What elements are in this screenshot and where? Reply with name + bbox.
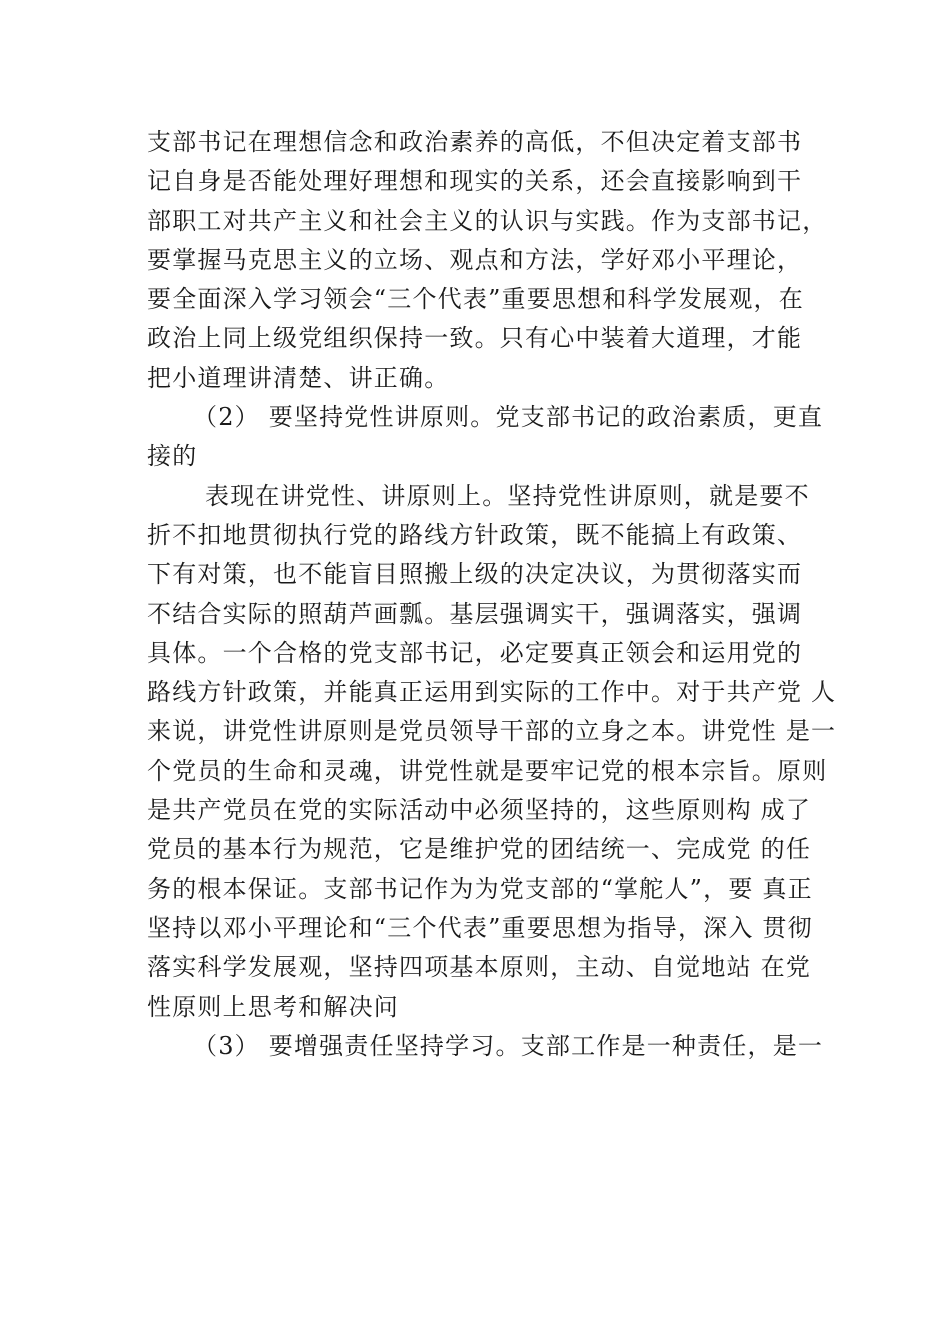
text-line: 支部书记在理想信念和政治素养的高低，不但决定着支部书 — [147, 128, 803, 156]
section-heading-3: （3） 要增强责任坚持学习。支部工作是一种责任，是一 — [193, 1031, 824, 1060]
body-text — [147, 123, 837, 1066]
text-line: 政治上同上级党组织保持一致。只有心中装着大道理，才能 — [147, 324, 803, 353]
text-line: 务的根本保证。支部书记作为为党支部的“掌舵人”，要 真正 — [147, 874, 813, 903]
text-line: 坚持以邓小平理论和“三个代表”重要思想为指导，深入 贯彻 — [147, 913, 813, 942]
section-heading-2: （2） 要坚持党性讲原则。党支部书记的政治素质，更直 — [193, 403, 824, 432]
text-line: 不结合实际的照葫芦画瓢。基层强调实干，强调落实，强调 — [147, 599, 803, 628]
text-line: 路线方针政策，并能真正运用到实际的工作中。对于共产党 人 — [147, 678, 837, 707]
text-line: 要掌握马克思主义的立场、观点和方法，学好邓小平理论， — [147, 245, 803, 274]
text-line: 落实科学发展观，坚持四项基本原则，主动、自觉地站 在党 — [147, 953, 812, 982]
text-line: 表现在讲党性、讲原则上。坚持党性讲原则，就是要不 — [205, 481, 810, 510]
text-line: 来说，讲党性讲原则是党员领导干部的立身之本。讲党性 是一 — [147, 717, 837, 746]
text-line: 把小道理讲清楚、讲正确。 — [147, 363, 450, 392]
text-line: 个党员的生命和灵魂，讲党性就是要牢记党的根本宗旨。原则 — [147, 756, 828, 785]
text-line: 是共产党员在党的实际活动中必须坚持的，这些原则构 成了 — [147, 796, 812, 825]
text-line: 部职工对共产主义和社会主义的认识与实践。作为支部书记， — [147, 206, 828, 235]
text-line: 下有对策，也不能盲目照搬上级的决定决议，为贯彻落实而 — [147, 560, 803, 589]
text-line: 具体。一个合格的党支部书记，必定要真正领会和运用党的 — [147, 638, 803, 667]
text-line: 接的 — [147, 442, 198, 471]
text-line: 折不扣地贯彻执行党的路线方针政策，既不能搞上有政策、 — [147, 520, 803, 549]
text-line: 性原则上思考和解决问 — [147, 992, 399, 1021]
text-line: 要全面深入学习领会“三个代表”重要思想和科学发展观，在 — [147, 285, 804, 314]
text-line: 党员的基本行为规范，它是维护党的团结统一、完成党 的任 — [147, 835, 812, 864]
text-line: 记自身是否能处理好理想和现实的关系，还会直接影响到干 — [147, 167, 803, 196]
